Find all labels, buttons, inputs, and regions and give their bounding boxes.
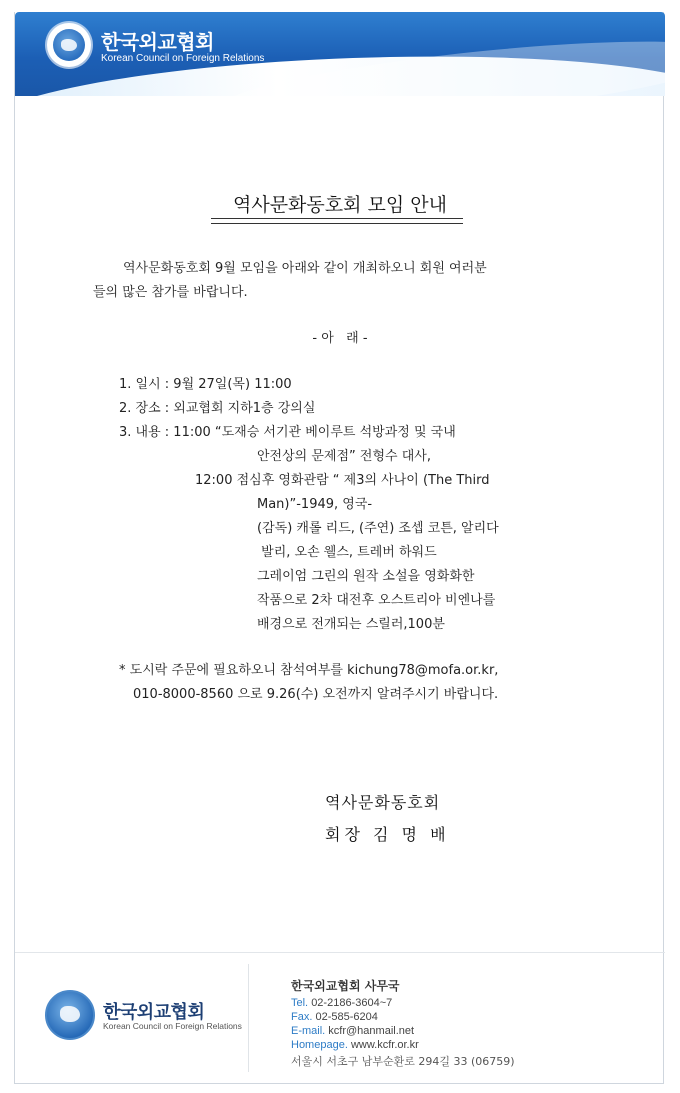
tel-label: Tel.: [291, 997, 309, 1009]
item-content-3: 12:00 점심후 영화관람 “ 제3의 사나이 (The Third: [195, 473, 490, 488]
item-content-2: 안전상의 문제점” 전형수 대사,: [257, 449, 431, 464]
header-title-en: Korean Council on Foreign Relations: [101, 53, 265, 64]
email-link[interactable]: kcfr@hanmail.net: [328, 1025, 415, 1037]
item-content-4: Man)”-1949, 영국-: [257, 497, 373, 512]
homepage-label: Homepage.: [291, 1039, 348, 1051]
item-content-8: 작품으로 2차 대전후 오스트리아 비엔나를: [257, 593, 496, 608]
footer-logo-en: Korean Council on Foreign Relations: [103, 1021, 242, 1031]
item-content-9: 배경으로 전개되는 스릴러,100분: [257, 617, 445, 632]
email-label: E-mail.: [291, 1025, 326, 1037]
fax-label: Fax.: [291, 1011, 313, 1023]
item-date: 1. 일시 : 9월 27일(목) 11:00: [119, 377, 292, 392]
footer-vertical-divider: [248, 964, 249, 1072]
fax-value: 02-585-6204: [315, 1011, 378, 1023]
intro-line-2: 들의 많은 참가를 바랍니다.: [93, 285, 248, 300]
tel-value: 02-2186-3604~7: [311, 997, 393, 1009]
footer-tel: [291, 997, 392, 1009]
footer-globe-logo-icon: [45, 990, 95, 1040]
intro-line-1: 역사문화동호회 9월 모임을 아래와 같이 개최하오니 회원 여러분: [123, 261, 487, 276]
footer-office-name: 한국외교협회 사무국: [291, 979, 400, 993]
sign-person: 회장 김 명 배: [325, 825, 450, 844]
sign-organization: 역사문화동호회: [325, 793, 441, 812]
globe-logo-icon: [47, 23, 91, 67]
email-frame: [14, 12, 664, 1084]
footer-address: 서울시 서초구 남부순환로 294길 33 (06759): [291, 1055, 515, 1068]
title-double-underline: [211, 218, 463, 224]
footer-homepage: [291, 1039, 419, 1051]
note-line-1: * 도시락 주문에 필요하오니 참석여부를 kichung78@mofa.or.kr,: [119, 663, 499, 678]
footer-divider: [15, 952, 665, 953]
homepage-link[interactable]: www.kcfr.or.kr: [350, 1039, 419, 1051]
header-title-ko: 한국외교협회: [101, 30, 214, 54]
notice-title: 역사문화동호회 모임 안내: [233, 194, 447, 216]
item-place: 2. 장소 : 외교협회 지하1층 강의실: [119, 401, 316, 416]
footer-logo-ko: 한국외교협회: [103, 1002, 205, 1023]
item-content-7: 그레이엄 그린의 원작 소설을 영화화한: [257, 569, 475, 584]
note-line-2: 010-8000-8560 으로 9.26(수) 오전까지 알려주시기 바랍니다.: [133, 687, 499, 702]
header-banner: [15, 12, 665, 96]
footer-fax: [291, 1011, 378, 1023]
below-marker: - 아 래 -: [312, 331, 368, 346]
header-wave-decoration-2: [213, 25, 665, 96]
item-content-5: (감독) 캐롤 리드, (주연) 조셉 코튼, 알리다: [257, 521, 499, 536]
footer-email: [291, 1025, 414, 1037]
item-content-1: 3. 내용 : 11:00 “도재승 서기관 베이루트 석방과정 및 국내: [119, 425, 456, 440]
item-content-6: 발리, 오손 웰스, 트레버 하워드: [257, 545, 437, 560]
